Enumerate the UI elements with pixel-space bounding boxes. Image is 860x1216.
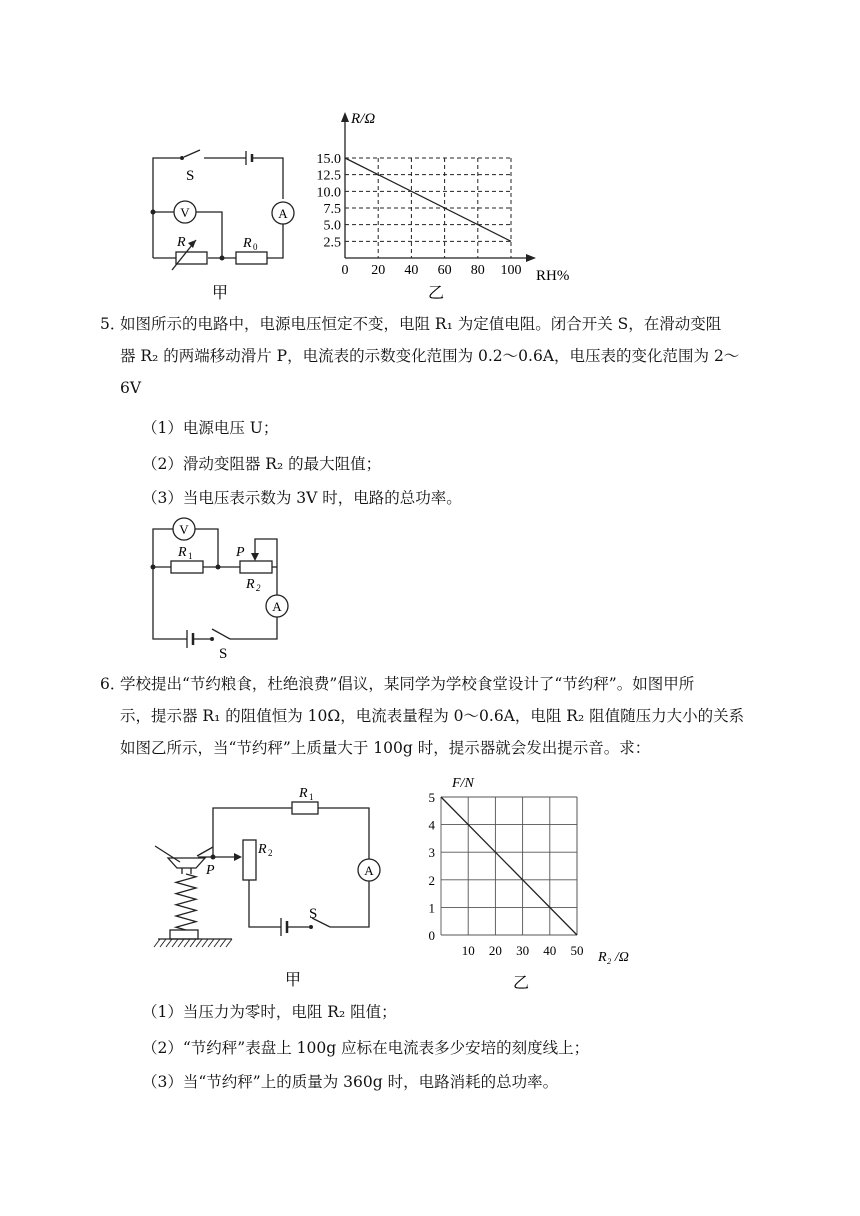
ammeter-label: A (364, 863, 374, 878)
x-tick-label: 60 (437, 263, 452, 278)
chart1-xlabel: RH% (536, 268, 570, 284)
q5-subquestion-3: （3）当电压表示数为 3V 时，电路的总功率。 (142, 489, 462, 507)
r2-label: R (258, 842, 267, 857)
r2-subscript: 2 (256, 583, 261, 593)
q5-line-3: 6V (120, 379, 142, 397)
q4-figure (0, 0, 860, 310)
scale-pan-icon (168, 858, 205, 868)
y-tick-label: 4 (428, 817, 435, 833)
x-tick-label: 80 (470, 263, 485, 278)
y-tick-label: 2 (428, 872, 435, 888)
x-tick-label: 30 (516, 943, 530, 958)
r1-label: R (178, 545, 187, 560)
ammeter-label: A (272, 599, 282, 614)
series-line (345, 158, 511, 241)
y-tick-label: 3 (428, 845, 435, 861)
switch-label: S (309, 906, 318, 922)
q6-figure (0, 770, 860, 995)
q6-line-2: 示，提示器 R₁ 的阻值恒为 10Ω，电流表量程为 0～0.6A，电阻 R₂ 阻值随压力大小的关系 (120, 707, 745, 725)
base-block-icon (170, 930, 198, 939)
ground-hatch-icon (154, 939, 232, 947)
r2-label: R (246, 577, 255, 592)
switch-lever-icon (184, 150, 200, 157)
y-tick-label: 10.0 (316, 185, 341, 201)
q6-line-3: 如图乙所示，当“节约秤”上质量大于 100g 时，提示器就会发出提示音。求： (120, 739, 651, 757)
junction-dot (216, 565, 221, 570)
voltmeter-label: V (180, 205, 190, 220)
q5-circuit (0, 512, 860, 662)
q6-chart (429, 776, 629, 965)
y-tick-label: 2.5 (323, 235, 341, 251)
y-tick-label: 12.5 (316, 168, 341, 184)
switch-contact-icon (210, 637, 214, 641)
series-line (441, 797, 577, 935)
caption-jia: 甲 (212, 285, 229, 302)
x-tick-label: 10 (461, 943, 475, 958)
resistor-r2-icon (240, 561, 272, 573)
switch-contact-icon (180, 156, 184, 160)
switch-label: S (219, 646, 228, 662)
x-tick-label: 40 (543, 943, 557, 958)
junction-dot (220, 256, 225, 261)
switch-contact-icon (309, 925, 313, 929)
q6-subquestion-1: （1）当压力为零时，电阻 R₂ 阻值； (142, 1003, 397, 1021)
q6-subquestion-3: （3）当“节约秤”上的质量为 360g 时，电路消耗的总功率。 (142, 1073, 559, 1091)
resistor-r2-icon (243, 840, 256, 880)
arrow-icon (188, 240, 196, 248)
r1-subscript: 1 (188, 551, 193, 561)
ammeter-label: A (278, 206, 288, 221)
x-tick-label: 40 (404, 263, 419, 278)
slider-arrow-icon (251, 553, 259, 561)
junction-dot (151, 210, 156, 215)
y-axis-arrow-icon (341, 112, 349, 122)
q6-circuit (154, 786, 380, 947)
x-tick-label: 50 (570, 943, 584, 958)
x-tick-label: 0 (341, 263, 349, 278)
resistor-r1-icon (292, 802, 318, 814)
y-tick-label: 7.5 (323, 202, 341, 217)
q5-stem (100, 308, 760, 404)
q6-number: 6． (100, 675, 126, 693)
x-tick-label: 20 (488, 943, 502, 958)
caption-yi: 乙 (428, 285, 445, 302)
q4-chart (317, 111, 570, 284)
r1-subscript: 1 (309, 792, 314, 802)
r1-label: R (299, 786, 308, 801)
q6-subquestion-2: （2）“节约秤”表盘上 100g 应标在电流表多少安培的刻度线上； (142, 1039, 590, 1057)
q5-subquestion-1: （1）电源电压 U； (142, 419, 279, 437)
q5-subquestion-2: （2）滑动变阻器 R₂ 的最大阻值； (142, 455, 382, 473)
chart2-xlabel: R₂ /Ω (598, 950, 629, 965)
junction-dot (211, 855, 216, 860)
chart1-ylabel: R/Ω (351, 111, 376, 127)
y-tick-label: 5 (428, 790, 435, 805)
q4-circuit (151, 150, 295, 270)
y-tick-label: 15.0 (316, 152, 341, 167)
r2-subscript: 2 (268, 848, 273, 858)
x-axis-arrow-icon (526, 254, 536, 262)
q5-line-1: 如图所示的电路中，电源电压恒定不变，电阻 R₁ 为定值电阻。闭合开关 S，在滑动变阻 (120, 315, 722, 333)
chart2-ylabel: F/N (452, 776, 474, 791)
pointer-arrow-icon (234, 853, 242, 861)
voltmeter-label: V (179, 522, 189, 537)
y-tick-label: 1 (428, 900, 435, 916)
r0-subscript: 0 (253, 242, 258, 252)
resistor-r0-icon (236, 252, 267, 264)
q5-line-2: 器 R₂ 的两端移动滑片 P，电流表的示数变化范围为 0.2～0.6A，电压表的变化范围为 2～ (120, 347, 740, 365)
r-label: R (177, 235, 186, 250)
q5-number: 5． (100, 315, 126, 333)
x-tick-label: 20 (371, 263, 386, 278)
variable-resistor-icon (176, 252, 207, 264)
y-tick-label: 5.0 (323, 218, 341, 234)
slider-p-label: P (236, 545, 245, 560)
pointer-p-label: P (206, 863, 215, 878)
switch-label: S (186, 168, 195, 184)
q6-stem (100, 668, 760, 764)
caption-jia: 甲 (285, 972, 302, 989)
resistor-r1-icon (171, 561, 203, 573)
y-tick-label: 0 (428, 928, 435, 943)
x-tick-label: 100 (500, 263, 522, 278)
r0-label: R (243, 236, 252, 251)
q6-line-1: 学校提出“节约粮食，杜绝浪费”倡议，某同学为学校食堂设计了“节约秤”。如图甲所 (120, 675, 695, 693)
caption-yi: 乙 (513, 975, 530, 992)
spring-icon (176, 874, 196, 930)
